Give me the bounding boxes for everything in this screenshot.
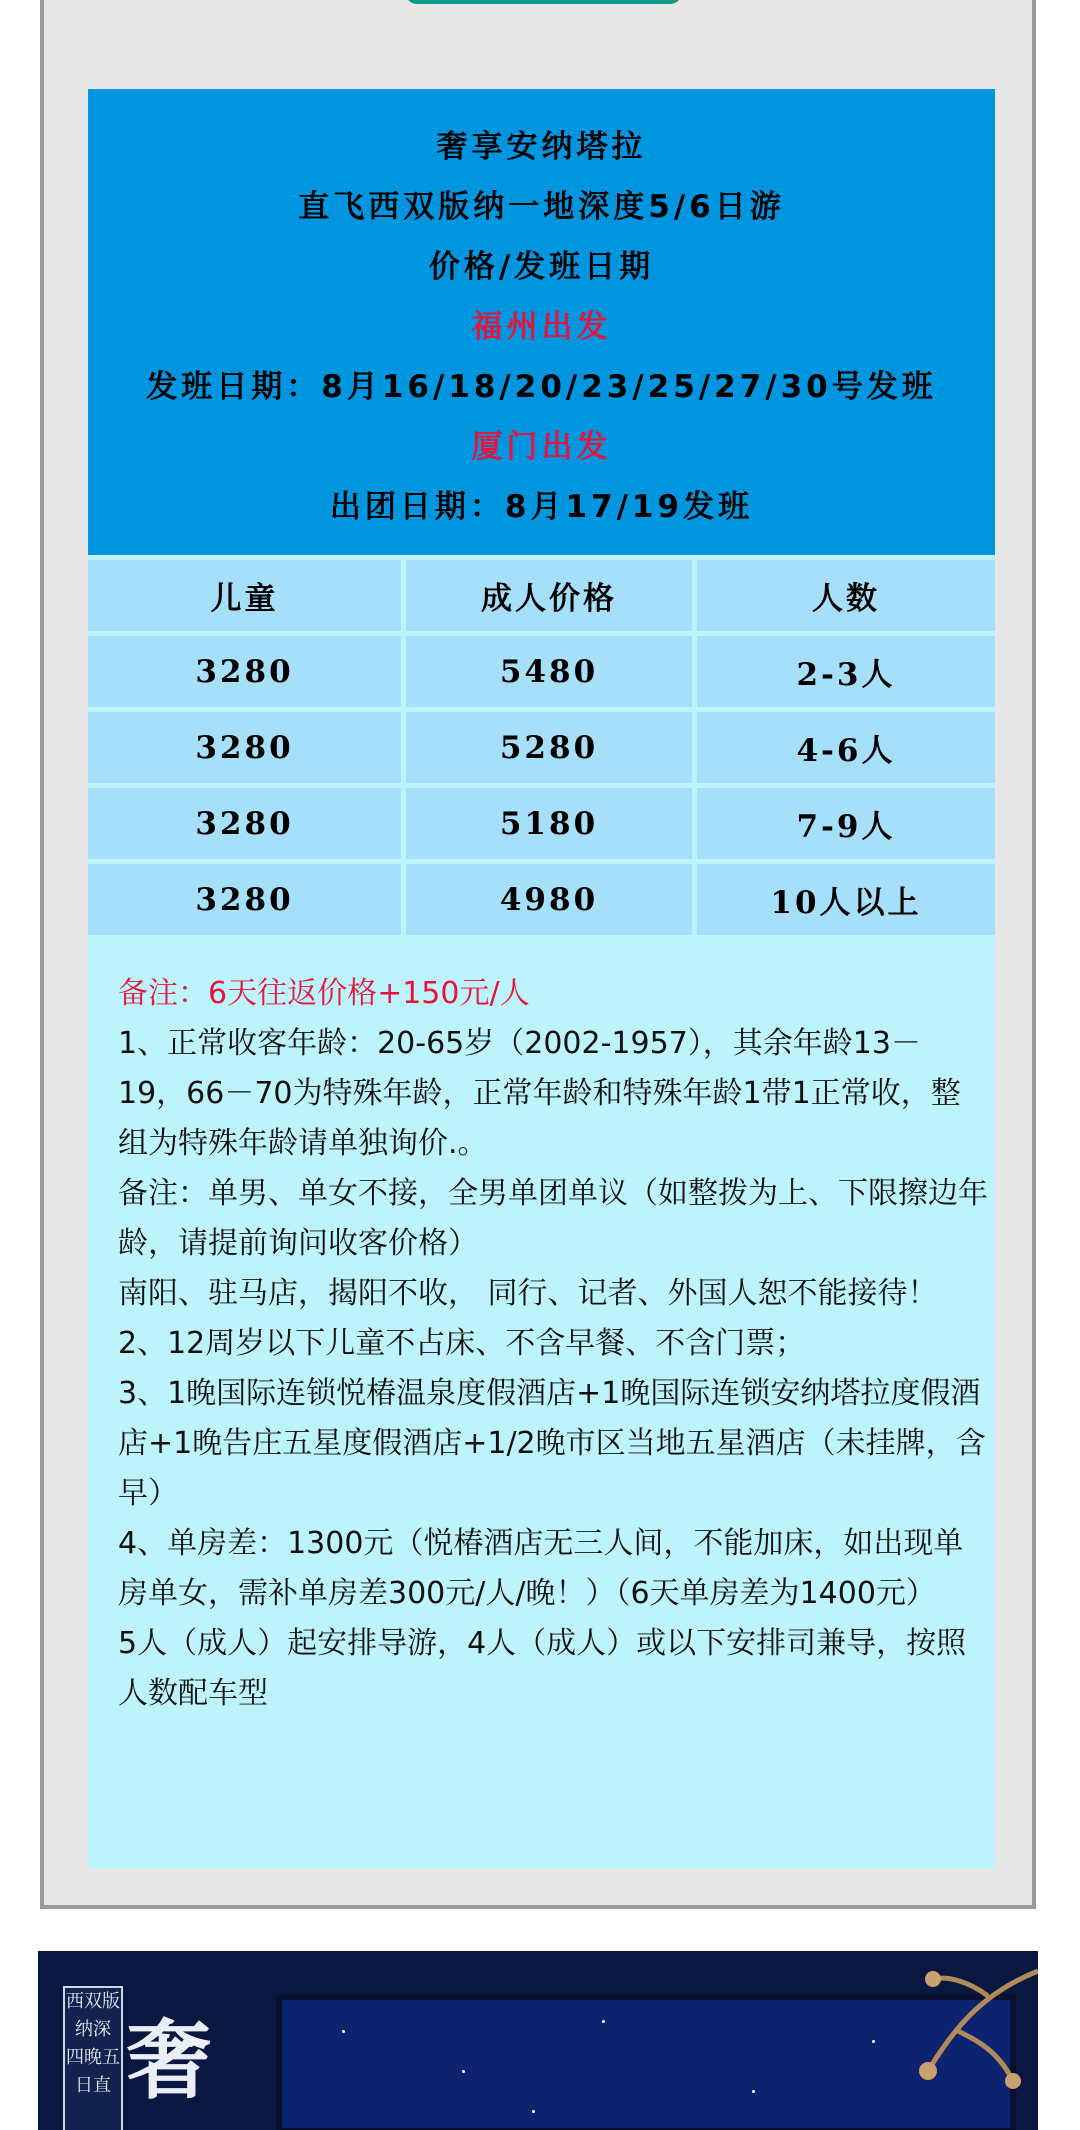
table-cell: 3280: [88, 788, 401, 859]
note-single-room: 4、单房差：1300元（悦椿酒店无三人间，不能加床，如出现单房单女，需补单房差300元/人/晚！）（6天单房差为1400元）: [118, 1526, 964, 1611]
table-cell: 5180: [406, 788, 692, 859]
note-hotels: 3、1晚国际连锁悦椿温泉度假酒店+1晚国际连锁安纳塔拉度假酒店+1晚告庄五星度假酒店+1/2晚市区当地五星酒店（未挂牌，含早）: [118, 1376, 986, 1511]
table-row: [88, 712, 995, 783]
note-guide: 5人（成人）起安排导游，4人（成人）或以下安排司兼导，按照人数配车型: [118, 1626, 967, 1711]
price-card: [88, 89, 995, 1869]
note-single-gender: 备注：单男、单女不接，全男单团单议（如整拨为上、下限擦边年龄，请提前询问收客价格）: [118, 1176, 988, 1261]
table-cell: 4-6人: [697, 712, 995, 783]
table-row: [88, 788, 995, 859]
price-header: [88, 89, 995, 555]
remark-six-day-price: 备注：6天往返价格+150元/人: [118, 976, 530, 1011]
table-cell: 3280: [88, 864, 401, 935]
banner-vertical-text: 西双版纳深 四晚五日直: [63, 1986, 123, 2130]
note-age-policy: 1、正常收客年龄：20-65岁（2002-1957），其余年龄13－19，66－70为特殊年龄，正常年龄和特殊年龄1带1正常收，整组为特殊年龄请单独询价.。: [118, 1026, 961, 1161]
table-cell: 3280: [88, 636, 401, 707]
note-children: 2、12周岁以下儿童不占床、不含早餐、不含门票；: [118, 1326, 806, 1361]
table-cell: 4980: [406, 864, 692, 935]
note-excluded-regions: 南阳、驻马店，揭阳不收， 同行、记者、外国人恕不能接待！: [118, 1276, 938, 1311]
branch-decoration-icon: [838, 1951, 1038, 2130]
header-subtitle: 直飞西双版纳一地深度5/6日游: [298, 189, 785, 225]
bottom-banner: [38, 1951, 1038, 2130]
col-people-header: 人数: [697, 560, 995, 631]
table-header-row: [88, 560, 995, 631]
table-cell: 5280: [406, 712, 692, 783]
fuzhou-departure: 福州出发: [471, 309, 612, 345]
xiamen-departure: 厦门出发: [471, 429, 612, 465]
fuzhou-dates: 发班日期：8月16/18/20/23/25/27/30号发班: [146, 369, 937, 405]
table-cell: 5480: [406, 636, 692, 707]
table-row: [88, 636, 995, 707]
notes-section: [118, 969, 988, 1719]
col-adult-header: 成人价格: [406, 560, 692, 631]
table-cell: 7-9人: [697, 788, 995, 859]
table-cell: 3280: [88, 712, 401, 783]
top-teal-button[interactable]: [405, 0, 682, 4]
table-cell: 2-3人: [697, 636, 995, 707]
col-child-header: 儿童: [88, 560, 401, 631]
xiamen-dates: 出团日期：8月17/19发班: [329, 489, 754, 525]
banner-big-char: 奢: [126, 2010, 212, 2111]
table-row: [88, 864, 995, 935]
table-cell: 10人以上: [697, 864, 995, 935]
header-title: 奢享安纳塔拉: [436, 129, 647, 165]
header-price-date: 价格/发班日期: [428, 249, 655, 285]
